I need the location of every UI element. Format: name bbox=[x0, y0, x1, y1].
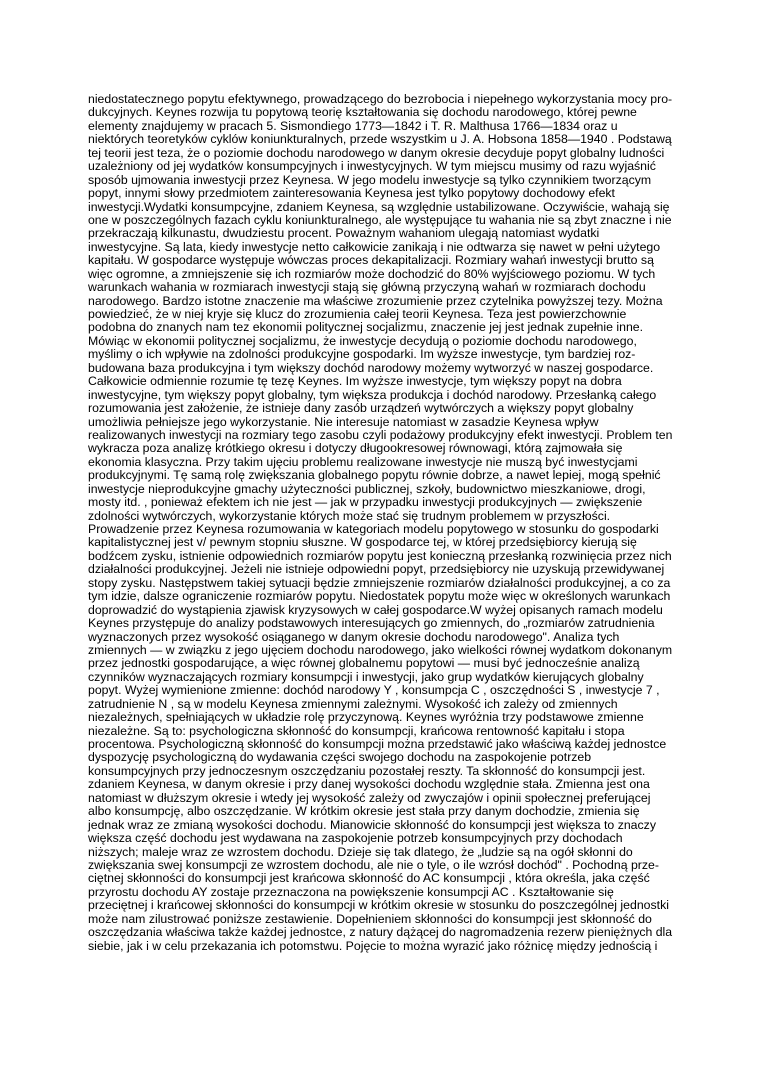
text-line: przeciętnej i krańcowej skłonności do konsumpcji w krótkim okresie w stosunku do poszczególnej jednostki bbox=[88, 898, 669, 913]
text-line: uzależniony od jej wydatków konsumpcyjnych i inwestycyjnych. W tym miejscu musimy od razu wyjaśnić bbox=[88, 159, 656, 174]
text-line: siebie, jak i w celu przekazania ich potomstwu. Pojęcie to można wyrazić jako różnicę między jednością i bbox=[88, 938, 658, 953]
text-line: popyt. Wyżej wymienione zmienne: dochód narodowy Y , konsumpcja C , oszczędności S , inwestycje 7 , bbox=[88, 683, 660, 698]
text-line: więc ogromne, a zmniejszenie się ich rozmiarów może dochodzić do 80% wyjściowego poziomu. W tych bbox=[88, 266, 656, 281]
text-line: większa część dochodu jest wydawana na zaspokojenie potrzeb konsumpcyjnych przy dochodach bbox=[88, 831, 623, 846]
text-line: inwestycji.Wydatki konsumpcyjne, zdaniem Keynesa, są względnie ustabilizowane. Oczywiście, wahają się bbox=[88, 199, 670, 214]
text-line: ekonomia klasyczna. Przy takim ujęciu problemu realizowane inwestycje nie muszą być inwestycjami bbox=[88, 454, 638, 469]
text-line: przyrostu dochodu AY zostaje przeznaczona na powiększenie konsumpcji AC . Kształtowanie się bbox=[88, 884, 614, 899]
text-line: Keynes przystępuje do analizy podstawowych interesujących go zmiennych, do „rozmiarów zatrudnienia bbox=[88, 616, 655, 631]
text-line: przekraczają kilkunastu, dwudziestu procent. Poważnym wahaniom ulegają natomiast wydatki bbox=[88, 226, 600, 241]
text-line: wyznaczonych przez wysokość osiąganego w danym okresie dochodu narodowego". Analiza tych bbox=[88, 629, 620, 644]
text-line: Prowadzenie przez Keynesa rozumowania w kategoriach modelu popytowego w stosunku do gospodarki bbox=[88, 522, 659, 536]
text-line: rozumowania jest założenie, że istnieje dany zasób urządzeń wytwórczych a większy popyt globalny bbox=[88, 401, 634, 416]
text-line: zatrudnienie N , są w modelu Keynesa zmiennymi zależnymi. Wysokość ich zależy od zmiennych bbox=[88, 696, 618, 711]
text-line: inwestycyjne. Są lata, kiedy inwestycje netto całkowicie zanikają i nie odtwarza się nawet w pełni użytego bbox=[88, 239, 661, 254]
text-line: zdaniem Keynesa, w danym okresie i przy danej wysokości dochodu względnie stała. Zmienna jest ona bbox=[88, 777, 650, 792]
text-line: niezależne. Są to: psychologiczna skłonność do konsumpcji, krańcowa rentowność kapitału i stopa bbox=[88, 723, 625, 738]
text-line: one w poszczególnych fazach cyklu koniunkturalnego, ale występujące tu wahania nie są zbyt znaczne i nie bbox=[88, 212, 672, 227]
text-line: myślimy o ich wpływie na zdolności produkcyjne gospodarki. Im wyższe inwestycje, tym bardziej roz- bbox=[88, 347, 636, 362]
text-line: zdolności wytwórczych, wykorzystanie których może stać się trudnym problemem w przyszłości. bbox=[88, 508, 611, 523]
text-line: narodowego. Bardzo istotne znaczenie ma właściwe zrozumienie przez czytelnika powyższej tezy. Można bbox=[88, 293, 663, 308]
text-line: wykracza poza analizę krótkiego okresu i dotyczy długookresowej równowagi, którą zajmowała się bbox=[88, 441, 623, 456]
text-line: działalności produkcyjnej. Jeżeli nie istnieje odpowiedni popyt, przedsiębiorcy nie uzyskują przewidywanej bbox=[88, 562, 665, 577]
text-line: tym idzie, dalsze ograniczenie rozmiarów popytu. Niedostatek popytu może więc w określonych warunkach bbox=[88, 589, 671, 604]
text-line: może nam zilustrować poniższe zestawienie. Dopełnieniem skłonności do konsumpcji jest skłonność do bbox=[88, 911, 652, 926]
text-line: budowana baza produkcyjna i tym większy dochód narodowy możemy wytworzyć w naszej gospodarce. bbox=[88, 360, 654, 375]
text-line: doprowadzić do wystąpienia zjawisk kryzysowych w całej gospodarce.W wyżej opisanych ramach modelu bbox=[88, 602, 663, 617]
text-line: czynników wyznaczających rozmiary konsumpcji i inwestycji, jako grup wydatków kierujących globalny bbox=[88, 669, 644, 684]
text-line: natomiast w dłuższym okresie i wtedy jej wysokość zależy od zwyczajów i opinii społecznej preferującej bbox=[88, 790, 651, 805]
text-line: przez jednostki gospodarujące, a więc równej globalnemu popytowi — musi być jednocześnie analizą bbox=[88, 656, 640, 671]
text-line: elementy znajdujemy w pracach 5. Sismondiego 1773—1842 i T. R. Malthusa 1766—1834 oraz u bbox=[88, 118, 618, 133]
text-line: kapitału. W gospodarce występuje wówczas proces dekapitalizacji. Rozmiary wahań inwestycji brutto są bbox=[88, 253, 654, 268]
text-line: stopy zysku. Następstwem takiej sytuacji będzie zmniejszenie rozmiarów działalności produkcyjnej, a co za bbox=[88, 575, 671, 590]
text-line: niektórych teoretyków cyklów koniunkturalnych, przede wszystkim u J. A. Hobsona 1858—1940 . Podstawą bbox=[88, 132, 672, 147]
text-line: niższych; maleje wraz ze wzrostem dochodu. Dzieje się tak dlatego, że „ludzie są na ogół skłonni do bbox=[88, 844, 633, 859]
text-line: bodźcem zysku, istnienie odpowiednich rozmiarów popytu jest konieczną przesłanką rozwinięcia przez nich bbox=[88, 548, 672, 563]
text-line: niedostatecznego popytu efektywnego, prowadzącego do bezrobocia i niepełnego wykorzystania mocy pro- bbox=[88, 92, 673, 106]
text-line: inwestycyjne, tym większy popyt globalny, tym większa produkcja i dochód narodowy. Przesłanką całego bbox=[88, 387, 657, 402]
text-line: produkcyjnymi. Tę samą rolę zwiększania globalnego popytu równie dobrze, a nawet lepiej, mogą spełnić bbox=[88, 468, 661, 483]
text-line: ciętnej skłonności do konsumpcji jest krańcowa skłonność do AC konsumpcji , która określa, jaka część bbox=[88, 871, 650, 886]
text-line: popyt, innymi słowy przedmiotem zainteresowania Keynesa jest tylko popytowy dochodowy efekt bbox=[88, 186, 615, 201]
text-line: dukcyjnych. Keynes rozwija tu popytową teorię kształtowania się dochodu narodowego, której pewne bbox=[88, 105, 637, 120]
text-line: konsumpcyjnych przy jednoczesnym oszczędzaniu pozostałej reszty. Ta skłonność do konsumpcji jest. bbox=[88, 763, 646, 778]
text-line: realizowanych inwestycji na rozmiary tego zasobu czyli podażowy produkcyjny efekt inwestycji. Problem ten bbox=[88, 427, 673, 442]
text-line: zwiększania swej konsumpcji ze wzrostem dochodu, ale nie o tyle, o ile wzrósł dochód" . Pochodną prze- bbox=[88, 857, 659, 872]
text-line: zmiennych — w związku z jego ujęciem dochodu narodowego, jako wielkości równej wydatkom dokonanym bbox=[88, 642, 673, 657]
text-line: powiedzieć, że w niej kryje się klucz do zrozumienia całej teorii Keynesa. Teza jest powierzchownie bbox=[88, 307, 627, 321]
text-line: umożliwia pełniejsze jego wykorzystanie. Nie interesuje natomiast w zasadzie Keynesa wpływ bbox=[88, 414, 599, 429]
text-line: mosty itd. , ponieważ efektem ich nie jest — jak w przypadku inwestycji produkcyjnych — zwiększenie bbox=[88, 495, 643, 510]
text-line: tej teorii jest teza, że o poziomie dochodu narodowego w danym okresie decyduje popyt globalny ludności bbox=[88, 145, 665, 160]
text-line: Całkowicie odmiennie rozumie tę tezę Keynes. Im wyższe inwestycje, tym większy popyt na dobra bbox=[88, 374, 622, 389]
text-line: niezależnych, spełniających w układzie rolę przyczynową. Keynes wyróżnia trzy podstawowe zmienne bbox=[88, 710, 644, 725]
text-line: inwestycje nieprodukcyjne gmachy użyteczności publicznej, szkoły, budownictwo mieszkaniowe, drogi, bbox=[88, 481, 646, 496]
document-page bbox=[88, 93, 672, 953]
text-line: procentowa. Psychologiczną skłonność do konsumpcji można przedstawić jako właściwą każdej jednostce bbox=[88, 737, 667, 751]
text-line: jednak wraz ze zmianą wysokości dochodu. Mianowicie skłonność do konsumpcji jest większa to znaczy bbox=[88, 817, 656, 832]
text-line: Mówiąc w ekonomii politycznej socjalizmu, że inwestycje decydują o poziomie dochodu narodowego, bbox=[88, 333, 637, 348]
text-line: albo konsumpcję, albo oszczędzanie. W krótkim okresie jest stała przy danym dochodzie, zmienia się bbox=[88, 804, 640, 819]
text-line: oszczędzania właściwa także każdej jednostce, z natury dążącej do nagromadzenia rezerw pieniężnych dla bbox=[88, 925, 673, 940]
text-line: podobna do znanych nam tez ekonomii politycznej socjalizmu, znaczenie jej jest jednak zupełnie inne. bbox=[88, 320, 644, 335]
text-line: sposób ujmowania inwestycji przez Keynesa. W jego modelu inwestycje są tylko czynnikiem tworzącym bbox=[88, 172, 652, 187]
text-line: warunkach wahania w rozmiarach inwestycji stają się główną przyczyną wahań w rozmiarach dochodu bbox=[88, 280, 646, 295]
text-line: kapitalistycznej jest v/ pewnym stopniu słuszne. W gospodarce tej, w której przedsiębiorcy kierują się bbox=[88, 535, 637, 550]
text-line: dyspozycję psychologiczną do wydawania części swojego dochodu na zaspokojenie potrzeb bbox=[88, 750, 592, 765]
